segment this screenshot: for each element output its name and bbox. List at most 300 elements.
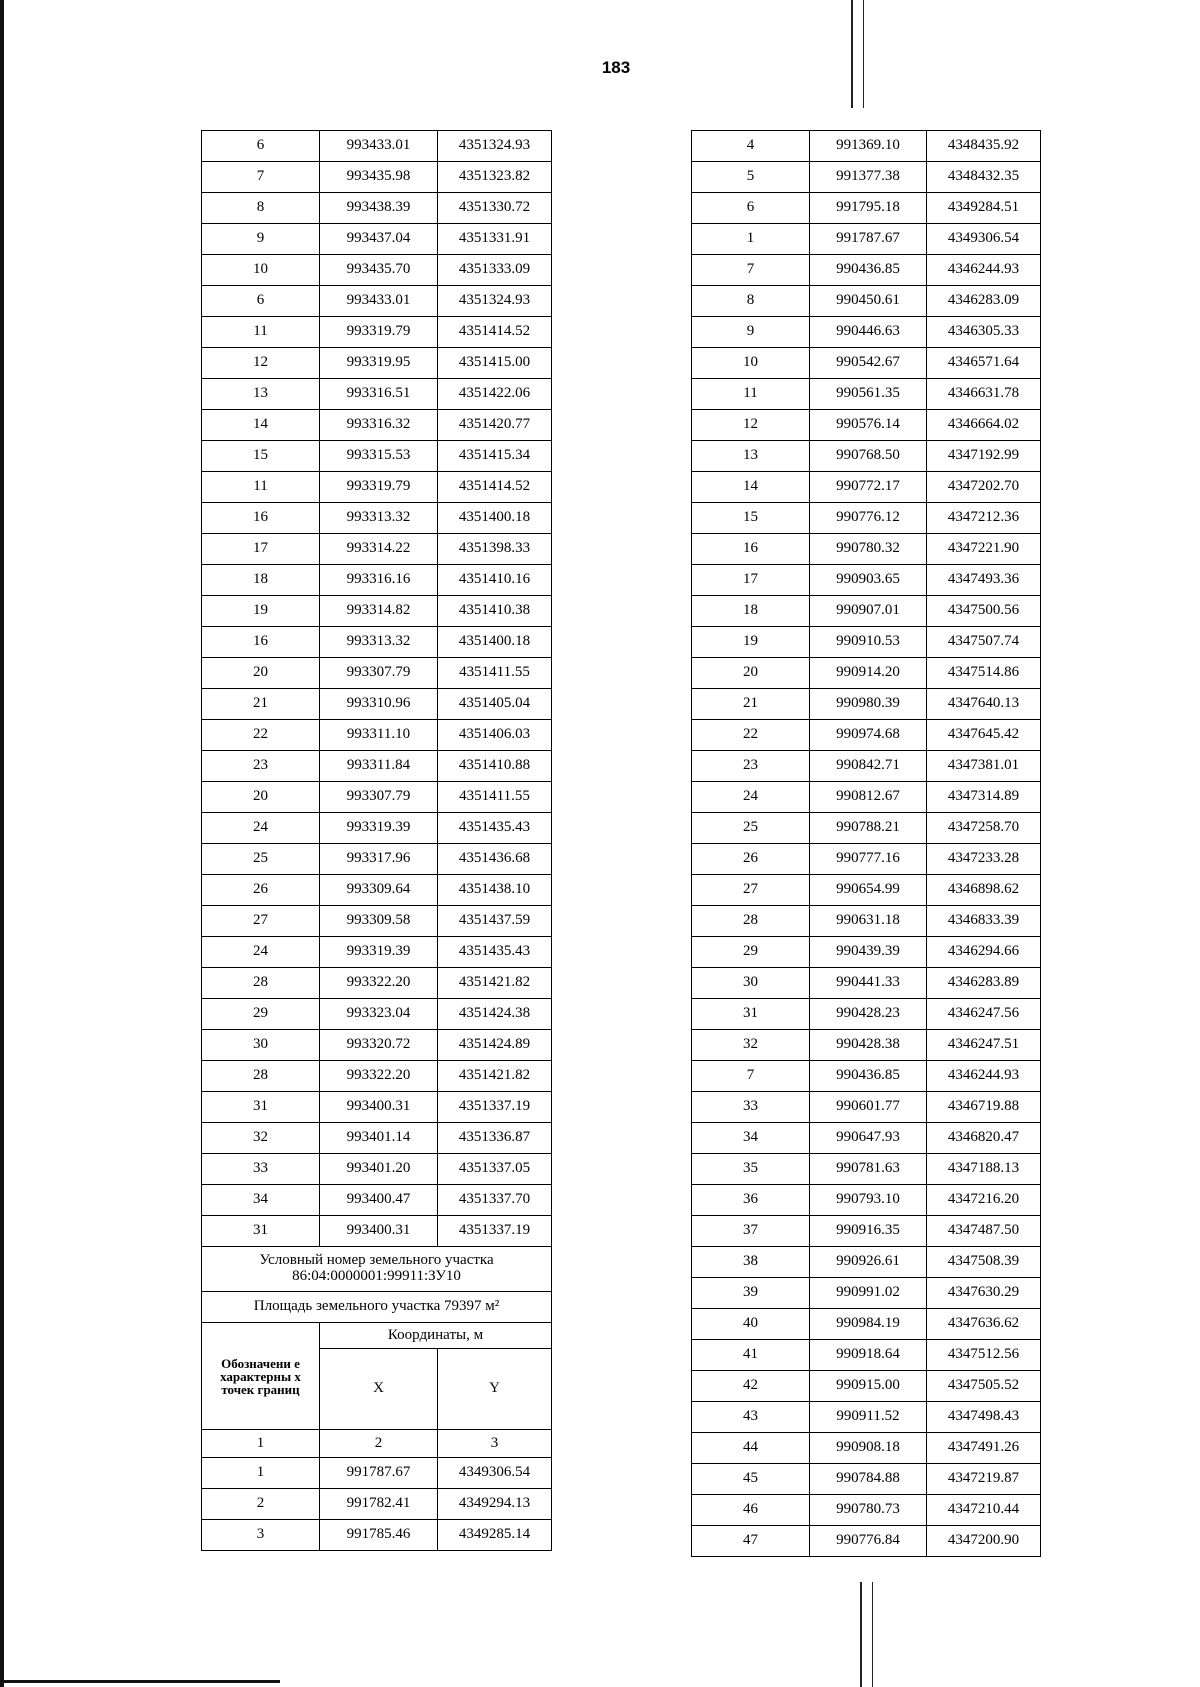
parcel-number: 86:04:0000001:99911:ЗУ10 [292, 1268, 461, 1284]
y-coordinate-cell: 4347500.56 [927, 596, 1041, 627]
y-coordinate-cell: 4351330.72 [438, 193, 552, 224]
x-coordinate-cell: 993307.79 [320, 782, 438, 813]
point-number-cell: 33 [692, 1092, 810, 1123]
column-number: 2 [320, 1430, 438, 1458]
parcel-area-row [202, 1292, 552, 1323]
table-row [202, 1123, 552, 1154]
parcel-number-cell [202, 1247, 552, 1292]
table-row [692, 1464, 1041, 1495]
y-coordinate-cell: 4346833.39 [927, 906, 1041, 937]
page-number: 183 [601, 58, 631, 77]
x-coordinate-cell: 993400.31 [320, 1216, 438, 1247]
y-coordinate-cell: 4351415.34 [438, 441, 552, 472]
y-coordinate-cell: 4347636.62 [927, 1309, 1041, 1340]
x-coordinate-cell: 993311.10 [320, 720, 438, 751]
x-coordinate-cell: 990903.65 [810, 565, 927, 596]
y-coordinate-cell: 4351337.19 [438, 1092, 552, 1123]
x-coordinate-cell: 990436.85 [810, 1061, 927, 1092]
table-row [202, 348, 552, 379]
point-number-cell: 11 [202, 472, 320, 503]
point-number-cell: 10 [202, 255, 320, 286]
y-coordinate-cell: 4351333.09 [438, 255, 552, 286]
table-row [202, 1216, 552, 1247]
x-coordinate-cell: 993435.98 [320, 162, 438, 193]
table-row [202, 1092, 552, 1123]
x-coordinate-cell: 990812.67 [810, 782, 927, 813]
x-coordinate-cell: 990984.19 [810, 1309, 927, 1340]
point-number-cell: 25 [202, 844, 320, 875]
table-row [202, 565, 552, 596]
table-row [692, 1495, 1041, 1526]
x-coordinate-cell: 990991.02 [810, 1278, 927, 1309]
table-row [202, 1458, 552, 1489]
y-coordinate-cell: 4347192.99 [927, 441, 1041, 472]
column-number: 1 [202, 1430, 320, 1458]
y-coordinate-cell: 4351415.00 [438, 348, 552, 379]
point-number-cell: 14 [692, 472, 810, 503]
table-row [692, 720, 1041, 751]
table-row [692, 1030, 1041, 1061]
point-number-cell: 23 [692, 751, 810, 782]
point-number-cell: 28 [202, 968, 320, 999]
column-numbers-row [202, 1430, 552, 1458]
table-row [202, 1489, 552, 1520]
table-row [202, 1154, 552, 1185]
y-coordinate-cell: 4347233.28 [927, 844, 1041, 875]
point-number-cell: 16 [202, 503, 320, 534]
y-coordinate-cell: 4351337.05 [438, 1154, 552, 1185]
table-row [202, 379, 552, 410]
x-coordinate-cell: 993320.72 [320, 1030, 438, 1061]
table-row [202, 162, 552, 193]
table-row [202, 441, 552, 472]
y-coordinate-cell: 4347487.50 [927, 1216, 1041, 1247]
y-coordinate-cell: 4348432.35 [927, 162, 1041, 193]
table-row [692, 627, 1041, 658]
table-row [202, 689, 552, 720]
point-number-cell: 4 [692, 131, 810, 162]
table-row [692, 255, 1041, 286]
y-coordinate-cell: 4351410.16 [438, 565, 552, 596]
x-coordinate-cell: 990980.39 [810, 689, 927, 720]
table-row [202, 1185, 552, 1216]
y-coordinate-cell: 4351405.04 [438, 689, 552, 720]
table-row [692, 1216, 1041, 1247]
point-number-cell: 20 [202, 658, 320, 689]
table-row [692, 875, 1041, 906]
y-coordinate-cell: 4351414.52 [438, 317, 552, 348]
point-number-cell: 3 [202, 1520, 320, 1551]
y-coordinate-cell: 4347505.52 [927, 1371, 1041, 1402]
table-row [202, 286, 552, 317]
y-coordinate-cell: 4349306.54 [927, 224, 1041, 255]
y-coordinate-cell: 4346244.93 [927, 1061, 1041, 1092]
table-row [202, 813, 552, 844]
x-coordinate-cell: 990784.88 [810, 1464, 927, 1495]
table-row [202, 1061, 552, 1092]
x-coordinate-cell: 990561.35 [810, 379, 927, 410]
y-coordinate-cell: 4351323.82 [438, 162, 552, 193]
x-coordinate-cell: 990777.16 [810, 844, 927, 875]
point-number-cell: 22 [202, 720, 320, 751]
table-row [202, 999, 552, 1030]
x-coordinate-cell: 993314.82 [320, 596, 438, 627]
y-coordinate-cell: 4348435.92 [927, 131, 1041, 162]
x-coordinate-cell: 990768.50 [810, 441, 927, 472]
point-number-cell: 24 [202, 937, 320, 968]
point-number-cell: 18 [202, 565, 320, 596]
y-coordinate-cell: 4351337.70 [438, 1185, 552, 1216]
x-coordinate-cell: 993319.79 [320, 472, 438, 503]
point-number-cell: 37 [692, 1216, 810, 1247]
table-row [202, 1520, 552, 1551]
y-coordinate-cell: 4347219.87 [927, 1464, 1041, 1495]
table-row [692, 906, 1041, 937]
y-coordinate-cell: 4346247.56 [927, 999, 1041, 1030]
point-number-cell: 33 [202, 1154, 320, 1185]
table-row [202, 937, 552, 968]
table-row [692, 441, 1041, 472]
x-coordinate-cell: 993438.39 [320, 193, 438, 224]
y-coordinate-cell: 4346820.47 [927, 1123, 1041, 1154]
table-row [692, 286, 1041, 317]
y-coordinate-cell: 4351422.06 [438, 379, 552, 410]
table-row [202, 627, 552, 658]
y-coordinate-cell: 4347216.20 [927, 1185, 1041, 1216]
point-number-cell: 28 [692, 906, 810, 937]
point-number-cell: 28 [202, 1061, 320, 1092]
x-coordinate-cell: 990907.01 [810, 596, 927, 627]
table-row [692, 658, 1041, 689]
table-row [692, 348, 1041, 379]
table-row [202, 472, 552, 503]
point-number-cell: 27 [692, 875, 810, 906]
point-number-cell: 6 [202, 131, 320, 162]
point-number-cell: 38 [692, 1247, 810, 1278]
table-row [692, 751, 1041, 782]
table-row [202, 255, 552, 286]
table-row [692, 937, 1041, 968]
y-coordinate-cell: 4351411.55 [438, 658, 552, 689]
point-number-cell: 30 [692, 968, 810, 999]
point-number-cell: 7 [692, 255, 810, 286]
point-number-cell: 1 [692, 224, 810, 255]
x-coordinate-cell: 993319.79 [320, 317, 438, 348]
x-coordinate-cell: 990974.68 [810, 720, 927, 751]
table-row [692, 565, 1041, 596]
y-coordinate-cell: 4351438.10 [438, 875, 552, 906]
scan-mark-bottom [860, 1582, 862, 1687]
point-number-cell: 26 [202, 875, 320, 906]
table-row [692, 782, 1041, 813]
point-number-cell: 26 [692, 844, 810, 875]
x-coordinate-cell: 993437.04 [320, 224, 438, 255]
point-number-cell: 15 [202, 441, 320, 472]
point-number-cell: 8 [692, 286, 810, 317]
x-coordinate-cell: 990654.99 [810, 875, 927, 906]
point-number-cell: 12 [692, 410, 810, 441]
x-coordinate-cell: 990911.52 [810, 1402, 927, 1433]
y-coordinate-cell: 4351324.93 [438, 131, 552, 162]
x-coordinate-cell: 993311.84 [320, 751, 438, 782]
point-number-cell: 7 [692, 1061, 810, 1092]
y-coordinate-cell: 4351324.93 [438, 286, 552, 317]
x-coordinate-cell: 993401.14 [320, 1123, 438, 1154]
y-coordinate-cell: 4347640.13 [927, 689, 1041, 720]
table-row [202, 782, 552, 813]
y-coordinate-cell: 4347188.13 [927, 1154, 1041, 1185]
x-coordinate-cell: 993322.20 [320, 1061, 438, 1092]
x-coordinate-cell: 990781.63 [810, 1154, 927, 1185]
y-coordinate-cell: 4346244.93 [927, 255, 1041, 286]
table-row [692, 379, 1041, 410]
table-row [202, 844, 552, 875]
table-row [692, 1185, 1041, 1216]
x-coordinate-cell: 990436.85 [810, 255, 927, 286]
table-row [692, 1309, 1041, 1340]
x-coordinate-cell: 993435.70 [320, 255, 438, 286]
point-number-cell: 18 [692, 596, 810, 627]
y-coordinate-cell: 4347514.86 [927, 658, 1041, 689]
x-coordinate-cell: 990916.35 [810, 1216, 927, 1247]
y-coordinate-cell: 4351424.89 [438, 1030, 552, 1061]
x-coordinate-cell: 990576.14 [810, 410, 927, 441]
y-coordinate-cell: 4351410.38 [438, 596, 552, 627]
x-coordinate-cell: 993307.79 [320, 658, 438, 689]
table-row [692, 1154, 1041, 1185]
x-coordinate-cell: 991787.67 [810, 224, 927, 255]
table-row [202, 751, 552, 782]
table-row [692, 1371, 1041, 1402]
point-number-cell: 20 [202, 782, 320, 813]
x-coordinate-cell: 990647.93 [810, 1123, 927, 1154]
x-coordinate-cell: 993317.96 [320, 844, 438, 875]
coordinates-table-right [691, 130, 1041, 1557]
table-row [202, 410, 552, 441]
table-row [202, 224, 552, 255]
table-row [692, 689, 1041, 720]
point-number-cell: 1 [202, 1458, 320, 1489]
y-coordinate-cell: 4351424.38 [438, 999, 552, 1030]
header-row [202, 1323, 552, 1349]
x-coordinate-cell: 990793.10 [810, 1185, 927, 1216]
y-coordinate-cell: 4351336.87 [438, 1123, 552, 1154]
x-coordinate-cell: 990428.23 [810, 999, 927, 1030]
y-coordinate-cell: 4351400.18 [438, 503, 552, 534]
y-coordinate-cell: 4347258.70 [927, 813, 1041, 844]
x-coordinate-cell: 993314.22 [320, 534, 438, 565]
point-number-cell: 6 [202, 286, 320, 317]
point-number-cell: 2 [202, 1489, 320, 1520]
x-coordinate-cell: 993433.01 [320, 131, 438, 162]
point-number-cell: 6 [692, 193, 810, 224]
table-row [202, 968, 552, 999]
x-coordinate-cell: 993316.16 [320, 565, 438, 596]
x-coordinate-cell: 990914.20 [810, 658, 927, 689]
y-coordinate-cell: 4347202.70 [927, 472, 1041, 503]
point-number-cell: 31 [202, 1216, 320, 1247]
y-coordinate-cell: 4347508.39 [927, 1247, 1041, 1278]
y-coordinate-cell: 4351411.55 [438, 782, 552, 813]
table-row [692, 813, 1041, 844]
table-row [692, 1247, 1041, 1278]
y-coordinate-cell: 4346283.09 [927, 286, 1041, 317]
point-number-cell: 22 [692, 720, 810, 751]
table-row [202, 658, 552, 689]
header-point-designation: Обозначени е характерны х точек границ [202, 1323, 320, 1430]
y-coordinate-cell: 4347212.36 [927, 503, 1041, 534]
y-coordinate-cell: 4351421.82 [438, 968, 552, 999]
point-number-cell: 8 [202, 193, 320, 224]
x-coordinate-cell: 993400.47 [320, 1185, 438, 1216]
x-coordinate-cell: 990428.38 [810, 1030, 927, 1061]
point-number-cell: 17 [692, 565, 810, 596]
x-coordinate-cell: 990441.33 [810, 968, 927, 999]
point-number-cell: 31 [692, 999, 810, 1030]
x-coordinate-cell: 990776.12 [810, 503, 927, 534]
y-coordinate-cell: 4349306.54 [438, 1458, 552, 1489]
x-coordinate-cell: 993316.32 [320, 410, 438, 441]
x-coordinate-cell: 993309.64 [320, 875, 438, 906]
table-row [202, 720, 552, 751]
x-coordinate-cell: 990780.73 [810, 1495, 927, 1526]
point-number-cell: 27 [202, 906, 320, 937]
x-coordinate-cell: 990910.53 [810, 627, 927, 658]
point-number-cell: 40 [692, 1309, 810, 1340]
point-number-cell: 32 [692, 1030, 810, 1061]
x-coordinate-cell: 993310.96 [320, 689, 438, 720]
x-coordinate-cell: 990788.21 [810, 813, 927, 844]
x-coordinate-cell: 993313.32 [320, 503, 438, 534]
point-number-cell: 35 [692, 1154, 810, 1185]
header-x: X [320, 1349, 438, 1430]
point-number-cell: 20 [692, 658, 810, 689]
x-coordinate-cell: 993433.01 [320, 286, 438, 317]
table-row [692, 317, 1041, 348]
point-number-cell: 19 [692, 627, 810, 658]
point-number-cell: 11 [692, 379, 810, 410]
y-coordinate-cell: 4346294.66 [927, 937, 1041, 968]
table-row [692, 844, 1041, 875]
x-coordinate-cell: 990926.61 [810, 1247, 927, 1278]
y-coordinate-cell: 4346631.78 [927, 379, 1041, 410]
x-coordinate-cell: 991377.38 [810, 162, 927, 193]
y-coordinate-cell: 4347507.74 [927, 627, 1041, 658]
x-coordinate-cell: 993319.95 [320, 348, 438, 379]
point-number-cell: 21 [202, 689, 320, 720]
point-number-cell: 29 [202, 999, 320, 1030]
y-coordinate-cell: 4351435.43 [438, 813, 552, 844]
point-number-cell: 16 [202, 627, 320, 658]
table-row [202, 596, 552, 627]
point-number-cell: 31 [202, 1092, 320, 1123]
y-coordinate-cell: 4351421.82 [438, 1061, 552, 1092]
x-coordinate-cell: 993401.20 [320, 1154, 438, 1185]
y-coordinate-cell: 4351331.91 [438, 224, 552, 255]
y-coordinate-cell: 4351437.59 [438, 906, 552, 937]
y-coordinate-cell: 4349294.13 [438, 1489, 552, 1520]
table-row [692, 1123, 1041, 1154]
y-coordinate-cell: 4351435.43 [438, 937, 552, 968]
x-coordinate-cell: 993313.32 [320, 627, 438, 658]
y-coordinate-cell: 4347491.26 [927, 1433, 1041, 1464]
point-number-cell: 39 [692, 1278, 810, 1309]
point-number-cell: 44 [692, 1433, 810, 1464]
point-number-cell: 21 [692, 689, 810, 720]
x-coordinate-cell: 990631.18 [810, 906, 927, 937]
point-number-cell: 13 [692, 441, 810, 472]
x-coordinate-cell: 990908.18 [810, 1433, 927, 1464]
point-number-cell: 14 [202, 410, 320, 441]
point-number-cell: 19 [202, 596, 320, 627]
y-coordinate-cell: 4346719.88 [927, 1092, 1041, 1123]
parcel-area: Площадь земельного участка 79397 м² [202, 1292, 552, 1323]
parcel-number-row [202, 1247, 552, 1292]
x-coordinate-cell: 993319.39 [320, 937, 438, 968]
y-coordinate-cell: 4349285.14 [438, 1520, 552, 1551]
point-number-cell: 32 [202, 1123, 320, 1154]
point-number-cell: 42 [692, 1371, 810, 1402]
x-coordinate-cell: 993319.39 [320, 813, 438, 844]
scan-edge-left [0, 0, 4, 1687]
scan-mark-bottom-2 [872, 1582, 873, 1687]
x-coordinate-cell: 991369.10 [810, 131, 927, 162]
y-coordinate-cell: 4351410.88 [438, 751, 552, 782]
point-number-cell: 29 [692, 937, 810, 968]
table-row [692, 1402, 1041, 1433]
x-coordinate-cell: 993400.31 [320, 1092, 438, 1123]
y-coordinate-cell: 4347200.90 [927, 1526, 1041, 1557]
table-row [202, 1030, 552, 1061]
x-coordinate-cell: 990915.00 [810, 1371, 927, 1402]
table-row [692, 472, 1041, 503]
x-coordinate-cell: 993323.04 [320, 999, 438, 1030]
point-number-cell: 24 [692, 782, 810, 813]
y-coordinate-cell: 4347314.89 [927, 782, 1041, 813]
table-row [692, 1526, 1041, 1557]
point-number-cell: 5 [692, 162, 810, 193]
header-y: Y [438, 1349, 552, 1430]
parcel-label: Условный номер земельного участка [259, 1252, 494, 1269]
x-coordinate-cell: 991787.67 [320, 1458, 438, 1489]
column-number: 3 [438, 1430, 552, 1458]
table-row [202, 193, 552, 224]
y-coordinate-cell: 4351420.77 [438, 410, 552, 441]
x-coordinate-cell: 991785.46 [320, 1520, 438, 1551]
table-row [692, 162, 1041, 193]
x-coordinate-cell: 990772.17 [810, 472, 927, 503]
table-row [202, 503, 552, 534]
table-row [692, 410, 1041, 441]
point-number-cell: 17 [202, 534, 320, 565]
y-coordinate-cell: 4346571.64 [927, 348, 1041, 379]
point-number-cell: 23 [202, 751, 320, 782]
y-coordinate-cell: 4351400.18 [438, 627, 552, 658]
y-coordinate-cell: 4351436.68 [438, 844, 552, 875]
point-number-cell: 15 [692, 503, 810, 534]
x-coordinate-cell: 993322.20 [320, 968, 438, 999]
y-coordinate-cell: 4347221.90 [927, 534, 1041, 565]
table-row [692, 596, 1041, 627]
table-row [202, 906, 552, 937]
y-coordinate-cell: 4347512.56 [927, 1340, 1041, 1371]
x-coordinate-cell: 990542.67 [810, 348, 927, 379]
point-number-cell: 45 [692, 1464, 810, 1495]
table-row [692, 999, 1041, 1030]
y-coordinate-cell: 4347210.44 [927, 1495, 1041, 1526]
point-number-cell: 34 [692, 1123, 810, 1154]
x-coordinate-cell: 993309.58 [320, 906, 438, 937]
